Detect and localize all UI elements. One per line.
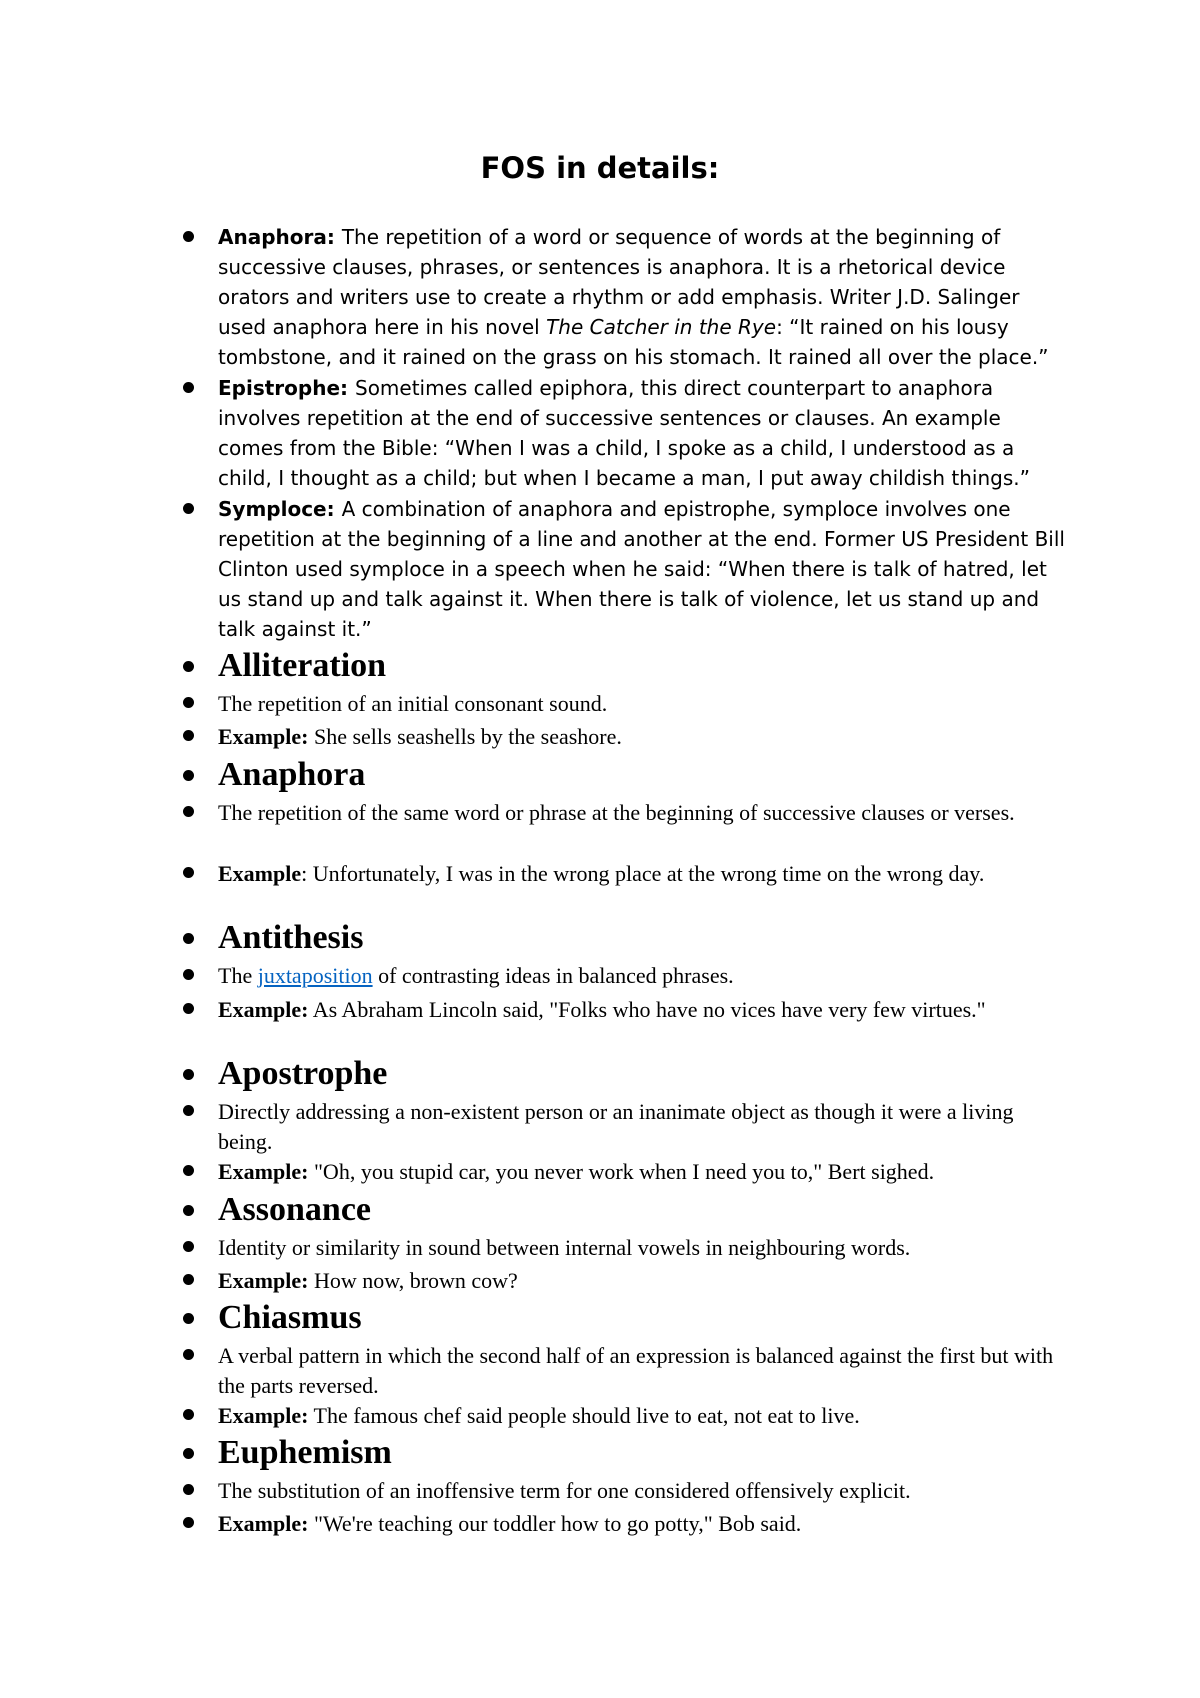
bullet-icon — [183, 697, 194, 708]
document-page: FOS in details: Anaphora: The repetition of a word or sequence of words at the beginning of successive clauses, phrases, or sentences is anaphora. It is a rhetorical device orators and writers use to create a rhythm or add emphasis. Writer J.D. Salinger used anaphora here in his novel The Catcher in the Rye: “It rained on his lousy tombstone, and it rained on the grass on his stomach. It rained all over the place.” Epistrophe: Sometimes called epiphora, this direct counterpart to anaphora involves repetition at the end of successive sentences or clauses. An example comes from the Bible: “When I was a child, I spoke as a child, I understood as a child, I thought as a child; but when I became a man, I put away childish things.” Symploce: A combination of anaphora and epistrophe, symploce involves one repetition at the beginning of a line and another at the end. Former US President Bill Clinton used symploce in a speech when he said: “When there is talk of hatred, let us stand up and talk against it. When there is talk of violence, let us stand up and talk against it.” Alliteration The repetition of an initial consonant sound. Example: She sells seashells by the seashore. Anaphora The repetition of the same word or phrase at the beginning of successive clauses or verses. Example: Unfortunately, I was in the wrong place at the wrong time on the wrong day. Antithesis The juxtaposition of contrasting ideas in balanced phrases. Example: As Abraham Lincoln said, "Folks who have no vices have very few virtues." Apostrophe Directly addressing a non-existent person or an inanimate object as though it were a living being. Example: "Oh, you stupid car, you never work when I need you to," Bert sighed. Assonance Identity or similarity in sound between internal vowels in neighbouring words. Example: How now, brown cow? Chiasmus A verbal pattern in which the second half of an expression is balanced against the first but with the parts reversed. Example: The famous chef said people should live to eat, not eat to live. Euphemism The substitution of an inoffensive term for one considered offensively explicit. Example: "We're teaching our toddler how to go potty," Bob said. — [0, 0, 1200, 1698]
term-label: Epistrophe — [218, 376, 341, 400]
bullet-icon — [183, 1349, 194, 1360]
bullet-icon — [183, 1241, 194, 1252]
bullet-icon — [183, 382, 194, 393]
bullet-icon — [183, 1165, 194, 1176]
bullet-icon — [183, 1274, 194, 1285]
juxtaposition-link[interactable]: juxtaposition — [257, 963, 373, 988]
page-title: FOS in details: — [480, 151, 720, 185]
bullet-icon — [183, 806, 194, 817]
bullet-icon — [183, 231, 194, 242]
bullet-icon — [183, 1484, 194, 1495]
book-title: The Catcher in the Rye — [546, 315, 777, 339]
bullet-icon — [183, 1003, 194, 1014]
bullet-icon — [183, 1448, 194, 1459]
term-label: Anaphora — [218, 225, 327, 249]
bullet-icon — [183, 1105, 194, 1116]
bullet-icon — [183, 1205, 194, 1216]
bullet-icon — [183, 730, 194, 741]
bullet-icon — [183, 1069, 194, 1080]
bullet-icon — [183, 661, 194, 672]
bullet-icon — [183, 1517, 194, 1528]
bullet-icon — [183, 503, 194, 514]
bullet-icon — [183, 1409, 194, 1420]
bullet-icon — [183, 867, 194, 878]
bullet-icon — [183, 933, 194, 944]
bullet-icon — [183, 770, 194, 781]
term-label: Symploce — [218, 497, 327, 521]
bullet-icon — [183, 1313, 194, 1324]
bullet-icon — [183, 969, 194, 980]
